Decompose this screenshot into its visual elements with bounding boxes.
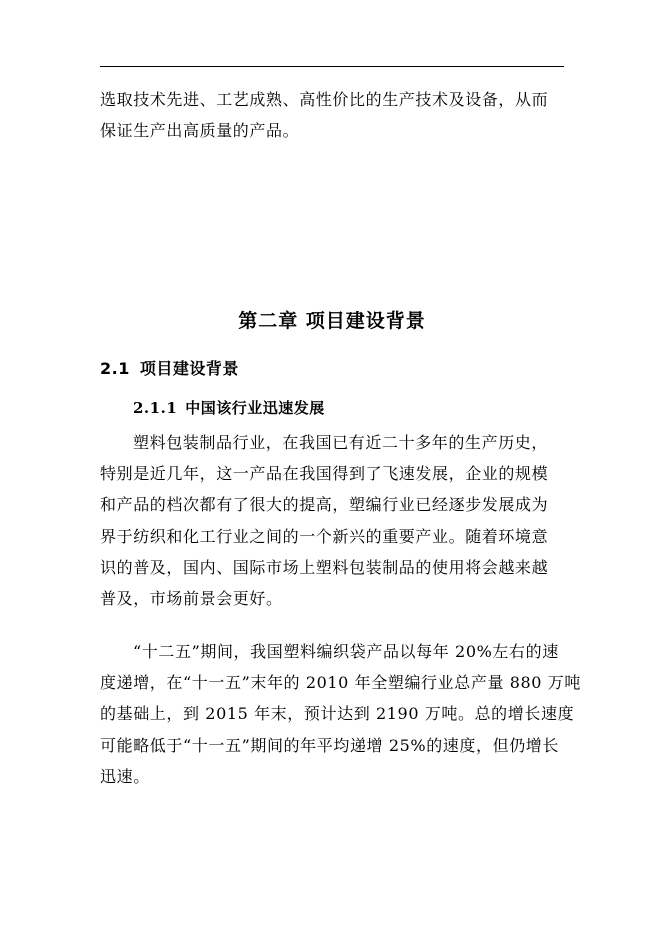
paragraph-line: 迅速。 — [100, 766, 150, 786]
intro-line: 保证生产出高质量的产品。 — [100, 121, 300, 141]
paragraph-line: 特别是近几年，这一产品在我国得到了飞速发展，企业的规模 — [100, 464, 549, 484]
paragraph-line: 普及，市场前景会更好。 — [100, 588, 283, 608]
paragraph-line: “十二五”期间，我国塑料编织袋产品以每年 20%左右的速 — [133, 642, 559, 661]
paragraph-line: 的基础上，到 2015 年末，预计达到 2190 万吨。总的增长速度 — [100, 704, 575, 724]
chapter-title: 第二章 项目建设背景 — [238, 310, 426, 332]
subsection-heading — [133, 397, 325, 418]
body-paragraph-2 — [100, 636, 581, 792]
section-heading — [100, 356, 239, 379]
intro-line: 选取技术先进、工艺成熟、高性价比的生产技术及设备，从而 — [100, 90, 549, 109]
paragraph-line: 塑料包装制品行业，在我国已有近二十多年的生产历史， — [133, 433, 549, 452]
paragraph-line: 和产品的档次都有了很大的提高，塑编行业已经逐步发展成为 — [100, 495, 549, 515]
paragraph-line: 可能略低于“十一五”期间的年平均递增 25%的速度，但仍增长 — [100, 735, 560, 755]
subsection-number: 2.1.1 — [133, 399, 178, 417]
paragraph-line: 界于纺织和化工行业之间的一个新兴的重要产业。随着环境意 — [100, 526, 549, 546]
section-number: 2.1 — [100, 359, 130, 378]
intro-paragraph — [100, 84, 564, 146]
paragraph-line: 度递增，在“十一五”末年的 2010 年全塑编行业总产量 880 万吨 — [100, 673, 581, 693]
body-paragraph-1 — [100, 427, 564, 614]
subsection-title: 中国该行业迅速发展 — [185, 399, 325, 417]
section-title: 项目建设背景 — [139, 359, 239, 378]
paragraph-line: 识的普及，国内、国际市场上塑料包装制品的使用将会越来越 — [100, 557, 549, 577]
header-rule — [100, 66, 564, 67]
